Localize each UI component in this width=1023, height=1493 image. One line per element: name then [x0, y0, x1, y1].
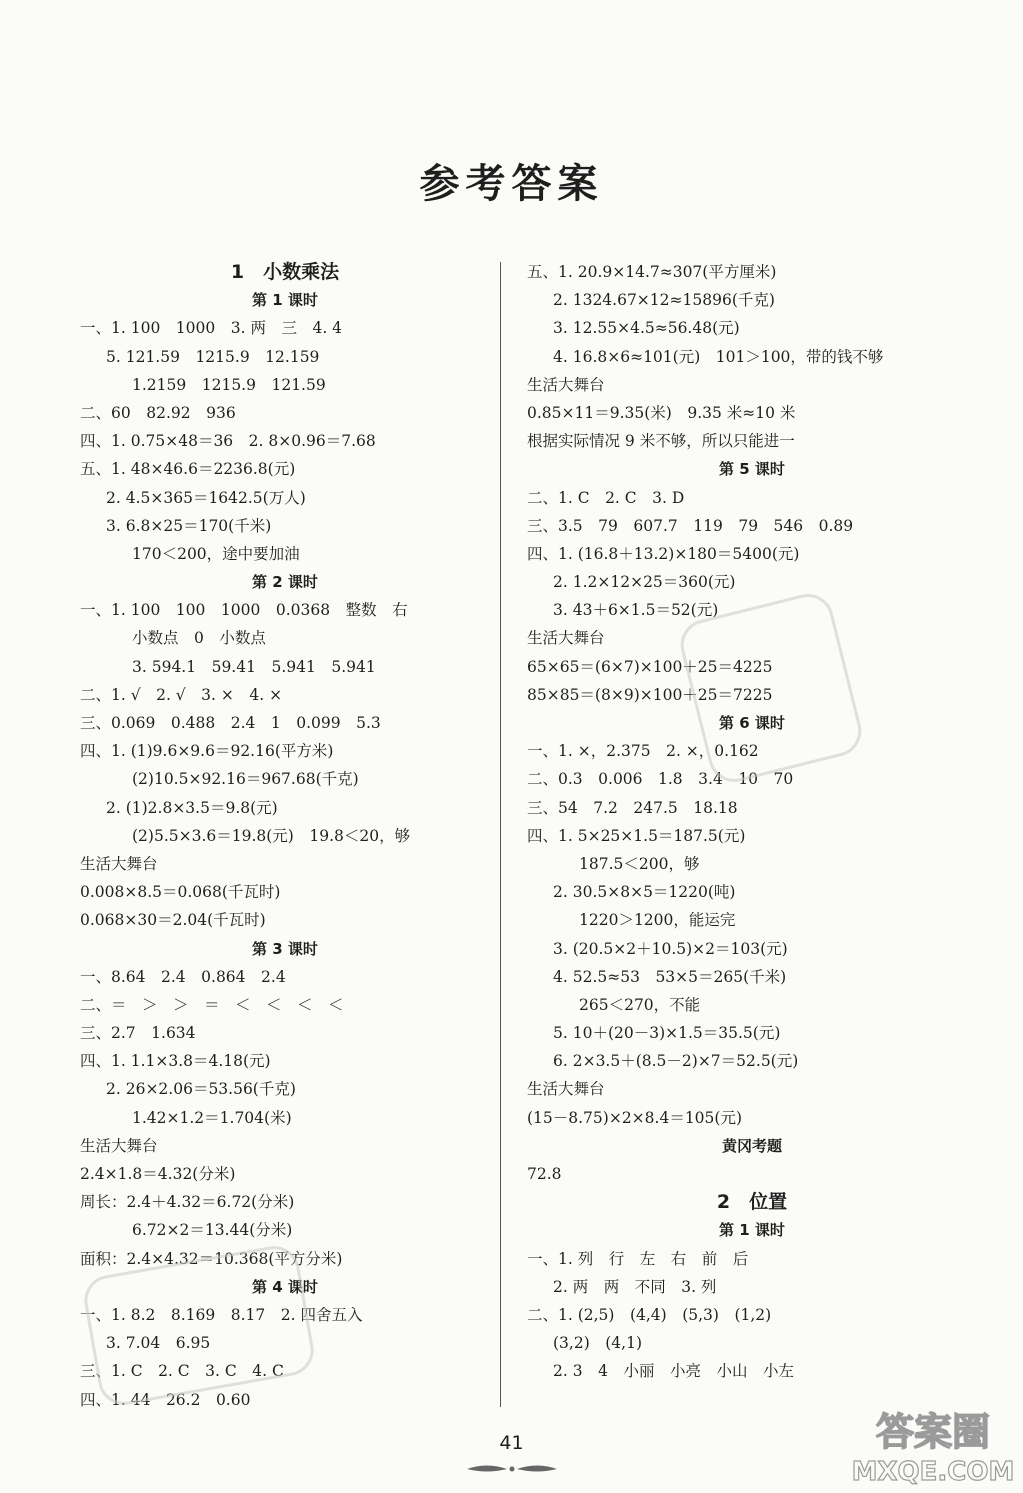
answer-line: 265＜270，不能: [579, 995, 701, 1014]
answer-line: 二、0.3 0.006 1.8 3.4 10 70: [527, 770, 794, 789]
answer-line: 根据实际情况 9 米不够，所以只能进一: [527, 432, 795, 451]
answer-line: 一、1. 列 行 左 右 前 后: [527, 1249, 749, 1268]
answer-line: 四、1. 0.75×48＝36 2. 8×0.96＝7.68: [80, 432, 376, 451]
answer-line: 3. 12.55×4.5≈56.48(元): [553, 319, 740, 338]
answer-line: 二、＝ ＞ ＞ ＝ ＜ ＜ ＜ ＜: [80, 995, 344, 1014]
answer-line: 4. 52.5≈53 53×5＝265(千米): [553, 967, 787, 986]
answer-line: 三、2.7 1.634: [80, 1024, 196, 1043]
answer-line: 2. 26×2.06＝53.56(千克): [106, 1080, 296, 1099]
answer-line: 3. 7.04 6.95: [106, 1334, 211, 1353]
answer-line: 二、1. C 2. C 3. D: [527, 488, 685, 507]
answer-line: 170＜200，途中要加油: [132, 544, 300, 563]
lesson-heading: 第 3 课时: [252, 939, 318, 958]
answer-line: 4. 16.8×6≈101(元) 101＞100，带的钱不够: [553, 347, 884, 366]
answer-line: 3. 594.1 59.41 5.941 5.941: [132, 657, 376, 676]
section-heading: 2 位置: [716, 1191, 788, 1214]
answer-line: 四、1. 44 26.2 0.60: [80, 1390, 251, 1409]
answer-line: 2.4×1.8＝4.32(分米): [80, 1165, 236, 1183]
answer-line: 65×65＝(6×7)×100＋25＝4225: [527, 657, 773, 676]
answer-line: 187.5＜200，够: [579, 854, 700, 873]
column-divider: [500, 262, 501, 1407]
answer-line: 二、1. √ 2. √ 3. × 4. ×: [80, 685, 283, 704]
svg-text:MXQE.COM: MXQE.COM: [851, 1457, 1015, 1487]
answers-right-column: [527, 258, 977, 1386]
answer-line: 五、1. 20.9×14.7≈307(平方厘米): [527, 263, 777, 281]
answer-line: 3. (20.5×2＋10.5)×2＝103(元): [553, 939, 788, 958]
answer-line: 周长：2.4＋4.32＝6.72(分米): [80, 1193, 295, 1212]
answer-line: 2. 两 两 不同 3. 列: [553, 1277, 717, 1296]
answer-line: 一、8.64 2.4 0.864 2.4: [80, 967, 286, 986]
answer-line: 2. 1324.67×12≈15896(千克): [553, 291, 775, 310]
answer-line: 2. 1.2×12×25＝360(元): [553, 573, 736, 592]
lesson-heading: 第 2 课时: [252, 573, 318, 592]
lesson-heading: 第 1 课时: [252, 291, 318, 310]
answer-line: 五、1. 48×46.6＝2236.8(元): [80, 460, 296, 479]
answer-line: (2)10.5×92.16＝967.68(千克): [132, 770, 359, 789]
answers-left-column: [80, 258, 490, 1414]
answer-line: 5. 121.59 1215.9 12.159: [106, 347, 320, 366]
answer-line: 0.068×30＝2.04(千瓦时): [80, 911, 266, 930]
page-ornament-icon: [462, 1462, 562, 1476]
answer-line: 生活大舞台: [527, 629, 605, 648]
lesson-heading: 黄冈考题: [721, 1136, 782, 1155]
lesson-heading: 第 4 课时: [252, 1277, 318, 1296]
answer-line: 2. 4.5×365＝1642.5(万人): [106, 488, 306, 507]
site-logo-watermark: [845, 1400, 1020, 1490]
answer-line: 四、1. 5×25×1.5＝187.5(元): [527, 826, 746, 845]
answer-line: 6.72×2＝13.44(分米): [132, 1221, 293, 1240]
answer-line: 生活大舞台: [527, 375, 605, 394]
answer-line: 生活大舞台: [527, 1080, 605, 1099]
answer-line: 生活大舞台: [80, 854, 158, 873]
answer-line: 面积：2.4×4.32＝10.368(平方分米): [80, 1249, 343, 1268]
page-title: 参考答案: [419, 161, 604, 207]
answer-line: 二、1. (2,5) (4,4) (5,3) (1,2): [527, 1305, 772, 1324]
answer-line: 小数点 0 小数点: [132, 629, 266, 648]
answer-line: 三、0.069 0.488 2.4 1 0.099 5.3: [80, 714, 381, 732]
answer-line: 2. 30.5×8×5＝1220(吨): [553, 883, 736, 902]
answer-line: 72.8: [527, 1165, 562, 1183]
answer-line: 三、1. C 2. C 3. C 4. C: [80, 1362, 284, 1381]
answer-line: 5. 10＋(20－3)×1.5＝35.5(元): [553, 1024, 781, 1043]
answer-line: 一、1. 8.2 8.169 8.17 2. 四舍五入: [80, 1305, 363, 1324]
answer-line: 二、60 82.92 936: [80, 403, 236, 422]
lesson-heading: 第 5 课时: [719, 460, 785, 479]
answer-line: 四、1. (16.8＋13.2)×180＝5400(元): [527, 544, 800, 563]
section-heading: 1 小数乘法: [230, 261, 340, 283]
answer-line: 2. (1)2.8×3.5＝9.8(元): [106, 798, 278, 817]
answer-line: 2. 3 4 小丽 小亮 小山 小左: [553, 1362, 794, 1381]
answer-line: (2)5.5×3.6＝19.8(元) 19.8＜20，够: [132, 826, 411, 845]
answer-line: 3. 43＋6×1.5＝52(元): [553, 601, 719, 620]
answer-line: 三、3.5 79 607.7 119 79 546 0.89: [527, 516, 854, 535]
answer-line: 四、1. (1)9.6×9.6＝92.16(平方米): [80, 742, 334, 761]
answer-line: 三、54 7.2 247.5 18.18: [527, 798, 738, 817]
answer-line: (3,2) (4,1): [553, 1334, 642, 1353]
lesson-heading: 第 6 课时: [719, 714, 785, 732]
answer-line: 6. 2×3.5＋(8.5－2)×7＝52.5(元): [553, 1052, 799, 1071]
answer-line: 1.2159 1215.9 121.59: [132, 375, 326, 394]
answer-line: (15－8.75)×2×8.4＝105(元): [527, 1108, 742, 1127]
answer-line: 3. 6.8×25＝170(千米): [106, 516, 272, 535]
answer-line: 0.85×11＝9.35(米) 9.35 米≈10 米: [527, 403, 796, 422]
svg-text:答案圈: 答案圈: [875, 1410, 991, 1454]
answer-line: 1220＞1200，能运完: [579, 911, 736, 930]
answer-line: 一、1. 100 1000 3. 两 三 4. 4: [80, 319, 343, 338]
page-number: 41: [499, 1432, 524, 1454]
answer-line: 0.008×8.5＝0.068(千瓦时): [80, 883, 281, 902]
answer-line: 一、1. ×，2.375 2. ×，0.162: [527, 742, 759, 761]
lesson-heading: 第 1 课时: [719, 1221, 785, 1240]
answer-line: 85×85＝(8×9)×100＋25＝7225: [527, 685, 773, 704]
answer-line: 生活大舞台: [80, 1136, 158, 1155]
answer-line: 四、1. 1.1×3.8＝4.18(元): [80, 1052, 271, 1071]
answer-line: 一、1. 100 100 1000 0.0368 整数 右: [80, 601, 408, 620]
answer-line: 1.42×1.2＝1.704(米): [132, 1108, 292, 1127]
